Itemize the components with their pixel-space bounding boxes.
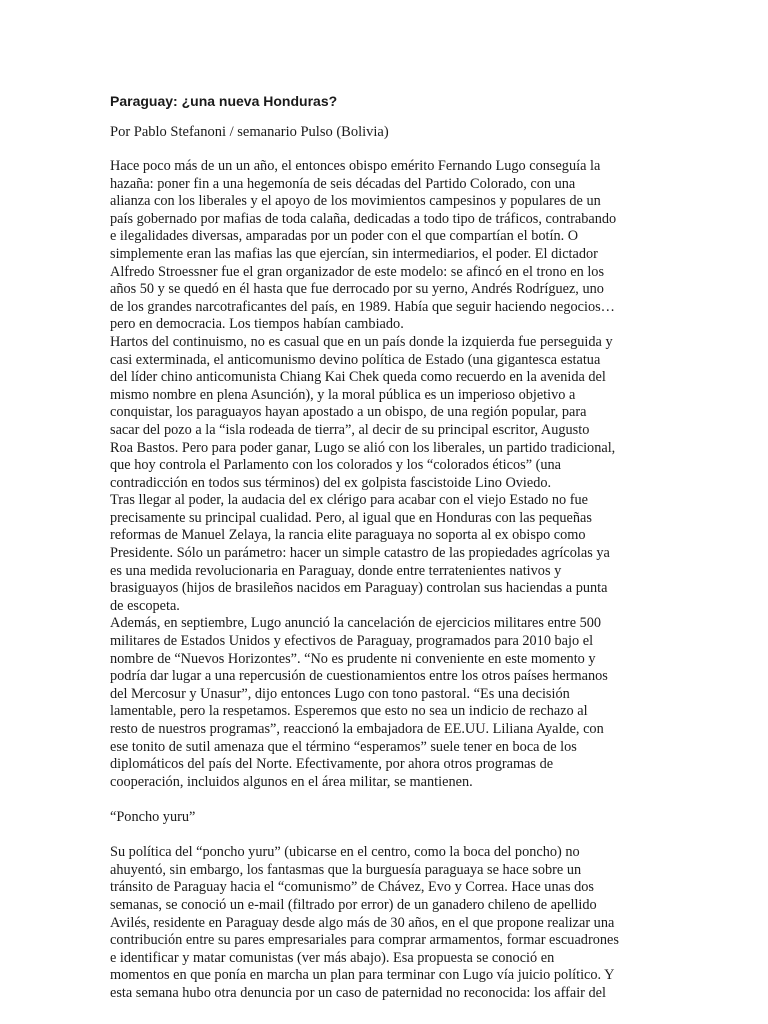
text-line: de los grandes narcotraficantes del país, en 1989. Había que seguir haciendo negocios… (110, 298, 615, 315)
text-line: nombre de “Nuevos Horizontes”. “No es prudente ni conveniente en este momento y (110, 650, 596, 667)
text-line: Avilés, residente en Paraguay desde algo más de 30 años, en el que propone realizar una (110, 914, 615, 931)
text-line: conquistar, los paraguayos hayan apostado a un obispo, de una región popular, para (110, 404, 587, 421)
text-line: mismo nombre en plena Asunción), y la moral pública es un imperioso objetivo a (110, 386, 576, 403)
text-line: cooperación, incluidos algunos en el área militar, se mantienen. (110, 773, 473, 790)
text-line: años 50 y se quedó en él hasta que fue derrocado por su yerno, Andrés Rodríguez, uno (110, 281, 604, 298)
text-line: Roa Bastos. Pero para poder ganar, Lugo se alió con los liberales, un partido tradicional, (110, 439, 616, 456)
text-line: militares de Estados Unidos y efectivos de Paraguay, programados para 2010 bajo el (110, 633, 594, 650)
text-line: hazaña: poner fin a una hegemonía de seis décadas del Partido Colorado, con una (110, 175, 576, 192)
text-line: casi exterminada, el anticomunismo devino política de Estado (una gigantesca estatua (110, 351, 601, 368)
text-line: Tras llegar al poder, la audacia del ex clérigo para acabar con el viejo Estado no fue (110, 492, 589, 509)
text-line: contradicción en todos sus términos) del ex golpista fascistoide Lino Oviedo. (110, 474, 552, 491)
text-line: Además, en septiembre, Lugo anunció la cancelación de ejercicios militares entre 500 (110, 615, 602, 632)
paragraph (110, 158, 660, 334)
paragraph (110, 492, 660, 615)
text-line: diplomáticos del país del Norte. Efectivamente, por ahora otros programas de (110, 756, 554, 773)
text-line: pero en democracia. Los tiempos habían cambiado. (110, 316, 404, 333)
text-line: Alfredo Stroessner fue el gran organizador de este modelo: se afincó en el trono en los (110, 263, 605, 280)
text-line: e ilegalidades diversas, amparadas por un poder con el que compartían el botín. O (110, 228, 579, 245)
text-line: Hace poco más de un un año, el entonces obispo emérito Fernando Lugo conseguía la (110, 158, 601, 174)
text-line: momentos en que ponía en marcha un plan para terminar con Lugo vía juicio político. Y (110, 967, 615, 984)
text-line: que hoy controla el Parlamento con los colorados y los “colorados éticos” (una (110, 457, 562, 474)
text-line: alianza con los liberales y el apoyo de los movimientos campesinos y populares de un (110, 193, 601, 210)
section-heading: “Poncho yuru” (110, 808, 196, 825)
article-byline: Por Pablo Stefanoni / semanario Pulso (Bolivia) (110, 124, 389, 140)
section-paragraphs (110, 844, 660, 1002)
text-line: resto de nuestros programas”, reaccionó la embajadora de EE.UU. Liliana Ayalde, con (110, 721, 604, 737)
text-line: ahuyentó, sin embargo, los fantasmas que la burguesía paraguaya se hace sobre un (110, 861, 582, 878)
text-line: Su política del “poncho yuru” (ubicarse en el centro, como la boca del poncho) no (110, 844, 580, 861)
text-line: brasiguayos (hijos de brasileños nacidos em Paraguay) controlan sus haciendas a punta (110, 580, 608, 597)
text-line: esta semana hubo otra denuncia por un caso de paternidad no reconocida: los affair del (110, 984, 606, 1001)
text-line: semanas, se conoció un e-mail (filtrado por error) de un ganadero chileno de apellido (110, 896, 597, 913)
text-line: sacar del pozo a la “isla rodeada de tierra”, al decir de su principal escritor, Augusto (110, 421, 590, 438)
text-line: tránsito de Paraguay hacia el “comunismo” de Chávez, Evo y Correa. Hace unas dos (110, 879, 594, 896)
text-line: ese tonito de sutil amenaza que el término “esperamos” suele tener en boca de los (110, 738, 577, 755)
paragraph (110, 844, 660, 1002)
article-title: Paraguay: ¿una nueva Honduras? (110, 93, 338, 109)
text-line: contribución entre su pares empresariales para comprar armamentos, formar escuadrones (110, 932, 619, 949)
text-line: e identificar y matar comunistas (ver más abajo). Esa propuesta se conoció en (110, 949, 555, 966)
text-line: de escopeta. (110, 597, 180, 614)
text-line: es una medida revolucionaria en Paraguay, donde entre terratenientes nativos y (110, 562, 562, 579)
text-line: país gobernado por mafias de toda calaña, dedicadas a todo tipo de tráficos, contrabando (110, 210, 617, 227)
text-line: del Mercosur y Unasur”, dijo entonces Lugo con tono pastoral. “Es una decisión (110, 685, 570, 702)
article-paragraphs (110, 158, 660, 791)
text-line: simplemente eran las mafias las que ejercían, sin intermediarios, el poder. El dictador (110, 245, 598, 262)
text-line: Presidente. Sólo un parámetro: hacer un simple catastro de las propiedades agrícolas ya (110, 545, 610, 562)
text-line: precisamente su principal cualidad. Pero, al igual que en Honduras con las pequeñas (110, 509, 592, 526)
text-line: reformas de Manuel Zelaya, la rancia elite paraguaya no soporta al ex obispo como (110, 527, 586, 544)
text-line: lamentable, pero la respetamos. Esperemos que esto no sea un indicio de rechazo al (110, 703, 588, 720)
paragraph (110, 334, 660, 492)
text-line: del líder chino anticomunista Chiang Kai Chek queda como recuerdo en la avenida del (110, 369, 606, 386)
text-line: Hartos del continuismo, no es casual que en un país donde la izquierda fue perseguida y (110, 333, 613, 350)
article-body (110, 92, 660, 1003)
text-line: podría dar lugar a una repercusión de cuestionamientos entre los otros países hermanos (110, 668, 608, 685)
paragraph (110, 615, 660, 791)
